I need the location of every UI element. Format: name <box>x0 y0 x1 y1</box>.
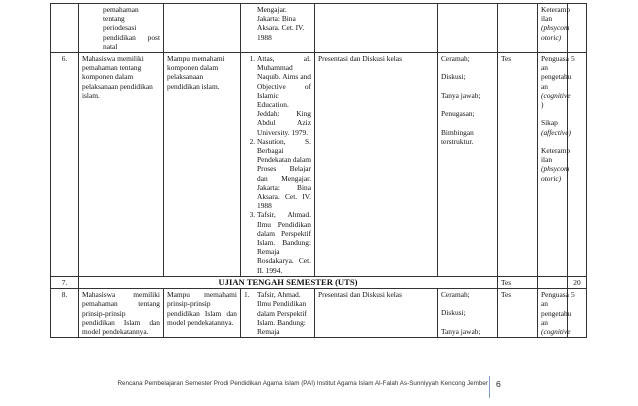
cell-penilaian: Tes <box>498 53 538 277</box>
text-line: dalam Perspektif <box>257 308 307 318</box>
cell-penilaian <box>498 4 538 53</box>
reference-item: 1. Attas, al. Muhammad Naquib. Aims and Objective of Islamic Education. Jeddah: King Abdul Aziz University. 1979. <box>257 54 311 137</box>
cell-penilaian: Tes <box>498 276 538 288</box>
text-line: otoric) <box>541 32 562 42</box>
cell-metode: Presentasi dan Diskusi kelas <box>315 289 438 338</box>
text-line: Mengajar. <box>257 5 287 14</box>
spacer <box>441 63 494 72</box>
table-row-7 <box>51 276 587 288</box>
text-line: Penguasa <box>541 290 569 300</box>
text-line: ilan <box>541 14 553 24</box>
text-line: Diskusi; <box>441 72 466 82</box>
reference-list <box>244 54 311 275</box>
spacer <box>441 299 494 308</box>
footer-text: Rencana Pembelajaran Semester Prodi Pendidikan Agama Islam (PAI) Institut Agama Islam Al-Falah As-Sunniyyah Kencong Jember <box>117 380 488 387</box>
text-line: (phsycom <box>541 23 570 33</box>
text-line: ilan <box>541 155 553 165</box>
text-line: Bimbingan <box>441 127 474 137</box>
spacer <box>441 82 494 91</box>
page-number: 6 <box>496 379 501 389</box>
cell-kemampuan <box>164 4 241 53</box>
text-line: (cognitive <box>541 90 571 100</box>
table-row-8 <box>51 289 587 338</box>
page-footer <box>0 370 638 400</box>
cell-metode: Presentasi dan Diskusi kelas <box>315 53 438 277</box>
text-line: Remaja <box>257 326 280 336</box>
text-line: Sikap <box>541 118 558 128</box>
cell-bentuk <box>438 4 498 53</box>
text-line: an <box>541 63 548 73</box>
spacer <box>541 109 564 118</box>
cell-indicator <box>79 4 164 53</box>
spacer <box>441 118 494 127</box>
spacer <box>441 318 494 327</box>
text-line: an <box>541 317 548 327</box>
text-line: Ilmu Pendidikan <box>257 299 307 309</box>
cell-kriteria <box>538 53 572 277</box>
cell-bahan <box>241 4 315 53</box>
text-line: terstruktur. <box>441 136 474 146</box>
cell-kemampuan: Mampu memahami prinsip-prinsip pendidikan Islam dan model pendekatannya. <box>164 289 241 338</box>
cell-kriteria <box>538 4 571 53</box>
cell-bobot: 5 <box>568 289 587 338</box>
text-line: Keteramp <box>541 146 571 156</box>
text-line: Aksara. Cet. IV. <box>257 23 305 33</box>
cell-bentuk <box>438 53 498 277</box>
uts-label: UJIAN TENGAH SEMESTER (UTS) <box>79 276 498 288</box>
reference-item: 3. Tafsir, Ahmad. Ilmu Pendidikan dalam Perspektif Islam. Bandung: Remaja Rosdakarya. Cet. II. 1994. <box>257 210 311 274</box>
cell-bobot: 5 <box>568 53 587 277</box>
reference-item: 2. Nasution, S. Berbagai Pendekatan dalam Proses Belajar dan Mengajar. Jakarta: Bina Aksara. Cet. IV. 1988 <box>257 137 311 211</box>
reference-item <box>244 290 311 336</box>
text-line: Penguasa <box>541 54 569 64</box>
cell-no: 7. <box>51 276 79 288</box>
cell-bahan <box>241 53 315 277</box>
cell-no <box>51 4 79 53</box>
text-line: Keteramp <box>541 5 571 14</box>
text-line: Tanya jawab; <box>441 326 481 336</box>
text-line: pengetahu <box>541 308 572 318</box>
table-row-6 <box>51 53 587 277</box>
text-line: an <box>541 81 548 91</box>
text-line: 1988 <box>257 32 272 42</box>
text-line: (affective) <box>541 127 571 137</box>
text-line: otoric) <box>541 173 562 183</box>
cell-kemampuan: Mampu memahami komponen dalam pelaksanaan pendidikan islam. <box>164 53 241 277</box>
reference-text <box>257 290 311 336</box>
text-line: Penugasan; <box>441 109 475 119</box>
reference-number: 1. <box>244 290 250 300</box>
text-line: Islam. Bandung: <box>257 317 306 327</box>
text-line: periodesasi <box>103 23 137 33</box>
text-line: an <box>541 299 548 309</box>
spacer <box>441 100 494 109</box>
footer-divider <box>489 376 490 398</box>
cell-no: 6. <box>51 53 79 277</box>
cell-bobot: 20 <box>568 276 587 288</box>
text-line: (phsycom <box>541 164 570 174</box>
cell-indicator: Mahasiswa memiliki pemahaman tentang prinsip-prinsip pendidikan Islam dan model pendekatannya. <box>79 289 164 338</box>
text-line: pendidikan post natal <box>103 32 160 51</box>
text-line: ) <box>541 100 544 110</box>
text-line: pengetahu <box>541 72 572 82</box>
text-line: Tafsir, Ahmad. <box>257 290 301 300</box>
cell-kriteria <box>538 276 568 288</box>
text-line: Tanya jawab; <box>441 90 481 100</box>
text-line: pemahaman tentang <box>103 5 139 24</box>
spacer <box>541 137 564 146</box>
cell-no: 8. <box>51 289 79 338</box>
text-line: Ceramah; <box>441 290 470 300</box>
text-line: Jakarta: Bina <box>257 14 296 24</box>
cell-bobot <box>568 4 587 53</box>
cell-indicator: Mahasiswa memiliki pemahaman tentang komponen dalam pelaksanaan pendidikan islam. <box>79 53 164 277</box>
cell-metode <box>315 4 438 53</box>
cell-penilaian: Tes <box>498 289 538 338</box>
cell-kriteria <box>538 289 572 338</box>
text-line: Ceramah; <box>441 54 470 64</box>
cell-bentuk <box>438 289 498 338</box>
rps-table <box>50 3 587 338</box>
text-line: Diskusi; <box>441 308 466 318</box>
text-line: (cognitive <box>541 326 571 336</box>
cell-bahan <box>241 289 315 338</box>
table-row-continuation <box>51 4 587 53</box>
